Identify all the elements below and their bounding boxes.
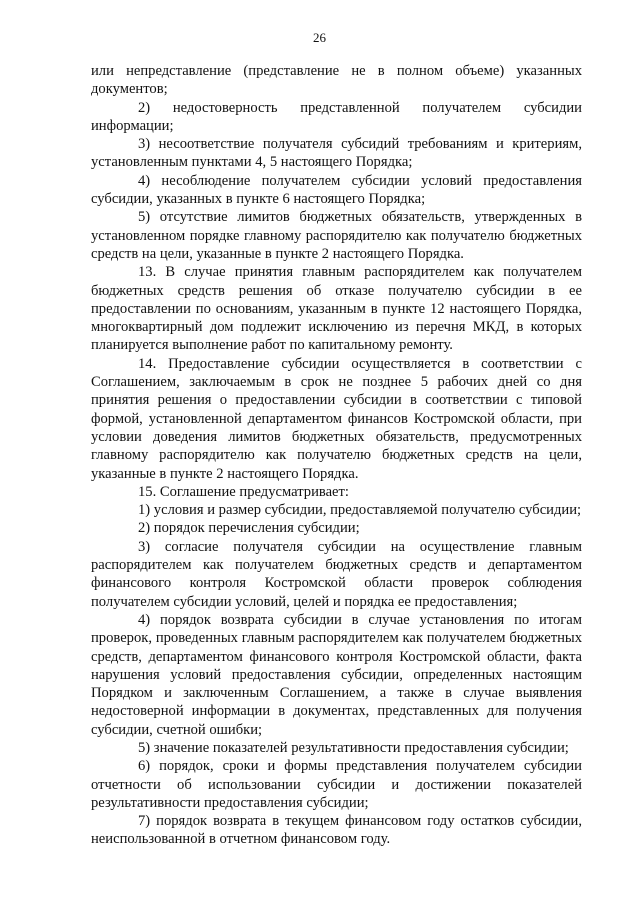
paragraph: 6) порядок, сроки и формы представления получателем субсидии отчетности об использовании субсидии и достижении показателей результативности предоставления субсидии; [91,758,582,811]
paragraph: 2) порядок перечисления субсидии; [138,520,360,537]
paragraph: 13. В случае принятия главным распорядителем как получателем бюджетных средств решения об отказе получателю субсидии в ее предоставлении по основаниям, указанным в пункте 12 настоящего Порядка, многоквартирный дом подлежит исключению из перечня МКД, в которых планируется выполнение работ по капитальному ремонту. [91,264,582,354]
paragraph: 3) согласие получателя субсидии на осуществление главным распорядителем как получателем бюджетных средств и департаментом финансового контроля Костромской области проверок соблюдения получателем субсидии условий, целей и порядка ее предоставления; [91,538,582,610]
paragraph: 15. Соглашение предусматривает: [138,483,349,500]
paragraph: 4) несоблюдение получателем субсидии условий предоставления субсидии, указанных в пункте 6 настоящего Порядка; [91,172,582,208]
paragraph: 5) отсутствие лимитов бюджетных обязательств, утвержденных в установленном порядке главному распорядителю как получателю бюджетных средств на цели, указанные в пункте 2 настоящего Порядка. [91,209,582,262]
paragraph: 1) условия и размер субсидии, предоставляемой получателю субсидии; [138,502,582,519]
paragraph: 5) значение показателей результативности предоставления субсидии; [138,739,569,756]
document-body [91,62,582,849]
paragraph: 2) недостоверность представленной получателем субсидии информации; [91,99,582,134]
paragraph: 4) порядок возврата субсидии в случае установления по итогам проверок, проведенных главным распорядителем как получателем бюджетных средств, департаментом финансового контроля Костромской области, факта нарушения условий предоставления субсидии, определенных настоящим Порядком и заключенным Соглашением, а также в случае выявления недостоверной информации в документах, представленных для получения субсидии, счетной ошибки; [91,611,582,738]
paragraph: или непредставление (представление не в полном объеме) указанных документов; [91,63,582,98]
page-number: 26 [313,30,326,45]
paragraph: 3) несоответствие получателя субсидий требованиям и критериям, установленным пунктами 4, 5 настоящего Порядка; [91,136,582,171]
paragraph: 7) порядок возврата в текущем финансовом году остатков субсидии, неиспользованной в отчетном финансовом году. [91,813,582,848]
paragraph: 14. Предоставление субсидии осуществляется в соответствии с Соглашением, заключаемым в срок не позднее 5 рабочих дней со дня принятия решения о предоставлении субсидии в соответствии с типовой формой, установленной департаментом финансов Костромской области, при условии доведения лимитов бюджетных обязательств, предусмотренных главному распорядителю как получателю бюджетных средств на цели, указанные в пункте 2 настоящего Порядка. [91,355,582,482]
